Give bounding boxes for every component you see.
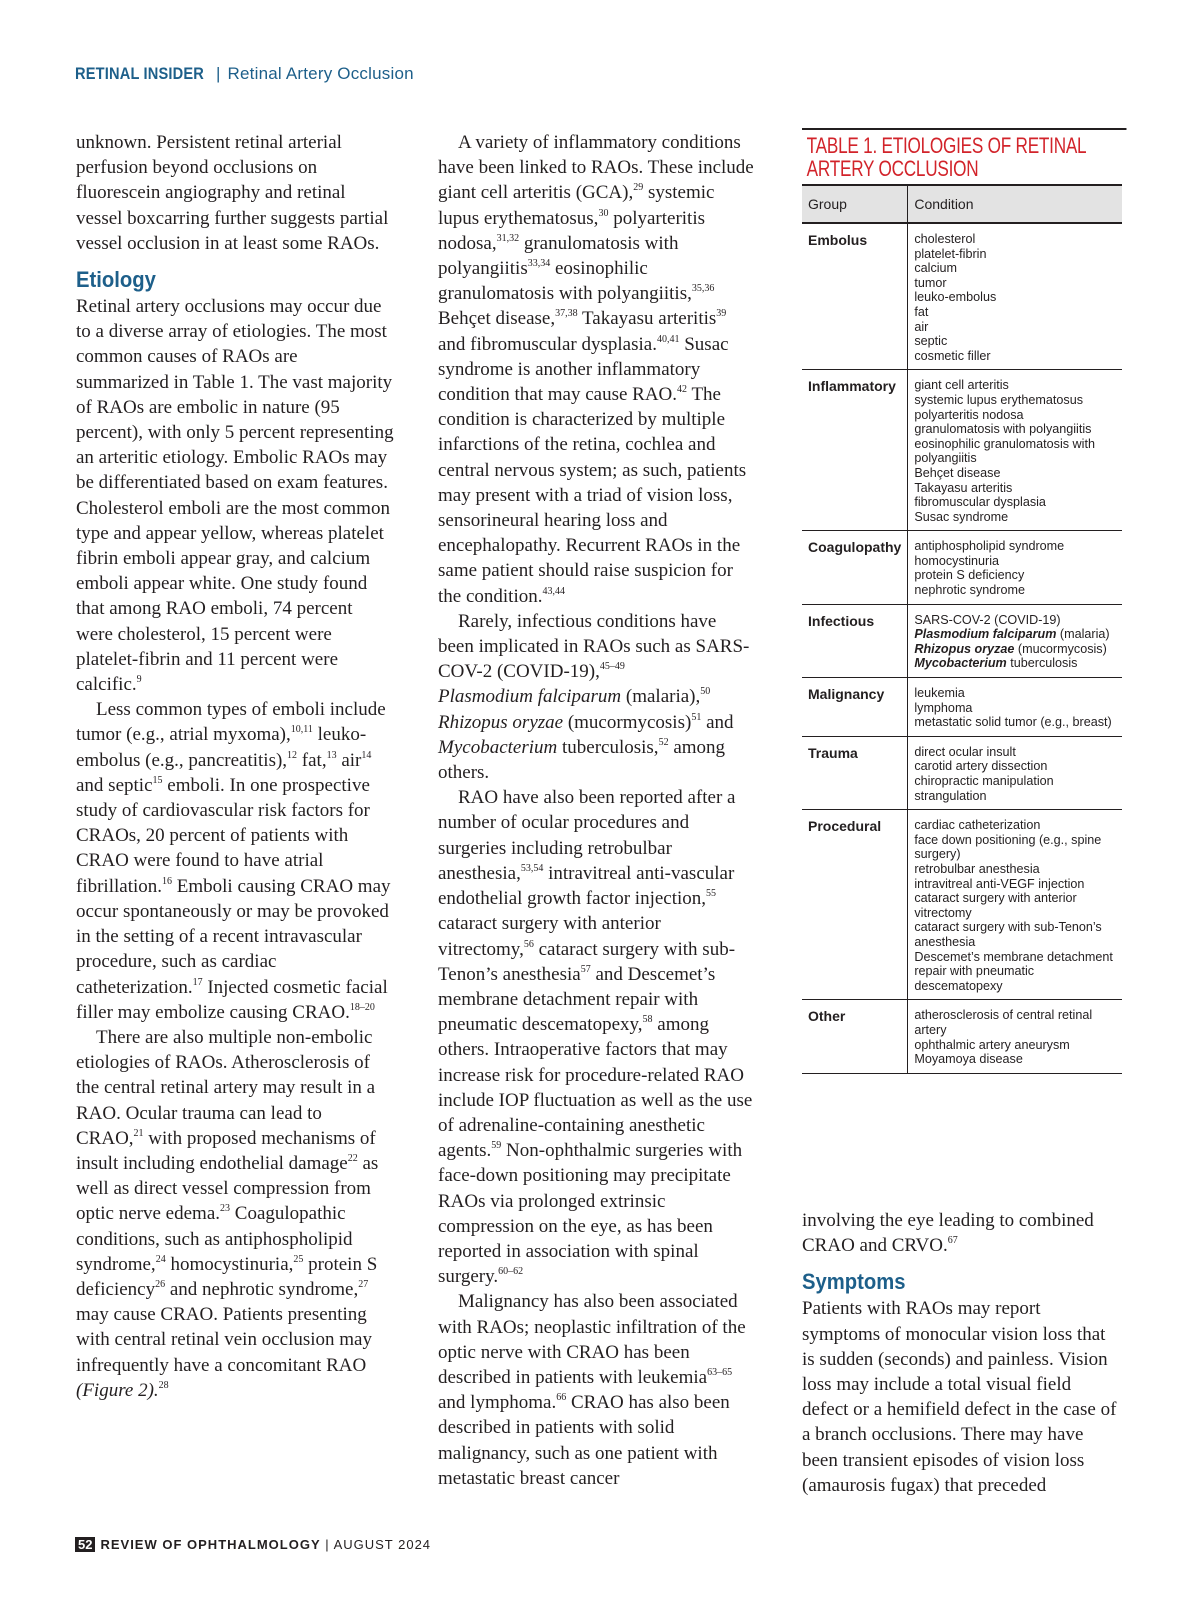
text-run: and Descemet’s membrane detachment repair with pneumatic descematopexy, — [438, 963, 716, 1036]
condition-cell — [908, 1000, 1122, 1073]
text-run: leuko-embolus (e.g., pancreatitis), — [76, 724, 367, 771]
condition-item: systemic lupus erythematosus — [914, 392, 1084, 407]
text-run: and nephrotic syndrome, — [165, 1278, 359, 1300]
reference: 50 — [700, 686, 711, 698]
condition-item: retrobulbar anesthesia — [914, 861, 1040, 876]
reference: 9 — [136, 674, 142, 686]
species-name: Mycobacterium — [438, 736, 558, 758]
text-run: protein S deficiency — [76, 1253, 378, 1300]
condition-item: fat — [914, 304, 929, 319]
issue-date: AUGUST 2024 — [333, 1537, 432, 1552]
condition-item: tumor — [914, 275, 947, 290]
condition-cell — [908, 736, 1122, 809]
condition-item: SARS-COV-2 (COVID-19) — [914, 612, 1061, 627]
condition-cell — [908, 604, 1122, 677]
text-run: A variety of inflammatory conditions have been linked to RAOs. These include giant cell arteritis (GCA), — [438, 132, 754, 204]
table-body — [802, 223, 1122, 1073]
text-run: homocystinuria, — [165, 1253, 294, 1275]
table-row — [802, 531, 1122, 604]
condition-item: homocystinuria — [914, 553, 1000, 568]
reference: 60–62 — [498, 1266, 524, 1278]
reference: 10,11 — [290, 724, 313, 736]
text-run: (malaria), — [621, 686, 701, 708]
group-cell: Other — [802, 1000, 908, 1073]
text-run: Behçet disease, — [438, 308, 556, 330]
text-run: granulomatosis with polyangiitis — [438, 232, 679, 280]
reference: 30 — [598, 207, 609, 219]
footer-separator: | — [325, 1537, 330, 1552]
text-run: Non-ophthalmic surgeries with face-down positioning may precipitate RAOs via prolonged extrinsic compression on the eye, as has been reported in association with spinal surgery. — [438, 1140, 743, 1288]
condition-item: chiropractic manipulation — [914, 774, 1054, 788]
reference: 57 — [580, 963, 591, 975]
paragraph: unknown. Persistent retinal arterial perfusion beyond occlusions on fluorescein angiography and retinal vessel boxcarring further suggests partial vessel occlusion in at least some RAOs. — [76, 132, 389, 254]
text-run: intravitreal anti-vascular endothelial growth factor injection, — [438, 862, 735, 910]
column-3 — [802, 1208, 1122, 1498]
condition-item: cataract surgery with anterior vitrectomy — [914, 891, 1077, 920]
reference: 52 — [658, 736, 669, 748]
reference: 37,38 — [555, 308, 578, 320]
condition-item: atherosclerosis of central retinal artery — [914, 1008, 1093, 1037]
text-run: and fibromuscular dysplasia. — [438, 333, 657, 355]
text-run: and septic — [76, 774, 153, 796]
reference: 39 — [716, 308, 727, 320]
text-run: among others. — [438, 736, 726, 784]
reference: 29 — [633, 182, 644, 194]
paragraph — [802, 1208, 1122, 1258]
table-row — [802, 810, 1122, 1000]
group-cell: Embolus — [802, 223, 908, 370]
group-cell: Infectious — [802, 604, 908, 677]
table-row — [802, 1000, 1122, 1073]
reference: 31,32 — [496, 232, 520, 244]
condition-item: giant cell arteritis — [914, 378, 1009, 393]
paragraph — [438, 785, 756, 1289]
text-run: Injected cosmetic facial filler may embolize causing CRAO. — [76, 976, 388, 1023]
species-name: Plasmodium falciparum — [438, 686, 622, 708]
page-footer — [75, 1537, 431, 1552]
condition-item: Behçet disease — [914, 465, 1001, 480]
running-header — [75, 64, 414, 84]
table-row — [802, 736, 1122, 809]
text-run: Rarely, infectious conditions have been implicated in RAOs such as SARS-COV-2 (COVID-19), — [438, 610, 750, 683]
reference: 58 — [642, 1014, 653, 1026]
condition-item: calcium — [914, 261, 958, 276]
condition-cell — [908, 678, 1122, 737]
condition-item: antiphospholipid syndrome — [914, 539, 1065, 554]
paragraph — [76, 1025, 394, 1403]
condition-cell — [908, 223, 1122, 370]
condition-item: carotid artery dissection — [914, 759, 1048, 774]
reference: 22 — [347, 1152, 358, 1164]
reference: 16 — [162, 875, 173, 887]
condition-item: Plasmodium falciparum (malaria) — [914, 627, 1110, 642]
text-run: tuberculosis, — [557, 736, 659, 758]
group-cell: Trauma — [802, 736, 908, 809]
text-run: Takayasu arteritis — [577, 308, 717, 330]
text-run: and — [701, 711, 734, 733]
condition-item: Takayasu arteritis — [914, 480, 1013, 495]
reference: 14 — [361, 749, 372, 761]
condition-item: cataract surgery with sub-Tenon’s anesthesia — [914, 920, 1102, 949]
condition-item: intravitreal anti-VEGF injection — [914, 876, 1085, 891]
condition-item: platelet-fibrin — [914, 246, 987, 261]
reference: 25 — [293, 1253, 304, 1265]
condition-item: leuko-embolus — [914, 290, 997, 305]
text-run: cataract surgery with anterior vitrectomy, — [438, 913, 661, 960]
paragraph: Patients with RAOs may report symptoms of monocular vision loss that is sudden (seconds) and painless. Vision loss may include a total visual field defect or a hemifield defect in the case of a branch occlusions. There may have been transient episodes of vision loss (amaurosis fugax) that preceded — [802, 1298, 1117, 1496]
reference: 67 — [947, 1235, 958, 1247]
condition-item: ophthalmic artery aneurysm — [914, 1037, 1070, 1052]
reference: 23 — [220, 1203, 231, 1215]
column-2 — [438, 130, 756, 1491]
text-run: air — [336, 749, 362, 771]
text-run: among others. Intraoperative factors that may increase risk for procedure-related RAO include IOP fluctuation as well as the use of adrenaline-containing anesthetic agents. — [438, 1014, 753, 1162]
text-run: cataract surgery with sub-Tenon’s anesthesia — [438, 938, 736, 985]
paragraph — [438, 1289, 756, 1491]
condition-item: eosinophilic granulomatosis with polyangiitis — [914, 436, 1095, 466]
text-run: with proposed mechanisms of insult including endothelial damage — [76, 1127, 376, 1174]
condition-cell — [908, 810, 1122, 1000]
reference: 17 — [192, 976, 203, 988]
condition-item: granulomatosis with polyangiitis — [914, 422, 1092, 437]
table-title: TABLE 1. ETIOLOGIES OF RETINAL ARTERY OCCLUSION — [802, 128, 1126, 180]
text-run: involving the eye leading to combined CRAO and CRVO. — [802, 1210, 1094, 1257]
reference: 56 — [523, 938, 534, 950]
text-run: eosinophilic granulomatosis with polyangiitis, — [438, 258, 692, 305]
text-run: RAO have also been reported after a number of ocular procedures and surgeries including retrobulbar anesthesia, — [438, 787, 736, 884]
header-separator: | — [215, 64, 221, 83]
paragraph — [76, 697, 394, 1025]
table-row — [802, 678, 1122, 737]
etiology-table-box — [802, 128, 1122, 1074]
text-run: Emboli causing CRAO may occur spontaneously or may be provoked in the setting of a recent intravascular procedure, such as cardiac catheterization. — [76, 875, 391, 998]
condition-cell — [908, 531, 1122, 604]
header-topic: Retinal Artery Occlusion — [227, 64, 414, 83]
reference: 45–49 — [599, 661, 625, 673]
reference: 28 — [158, 1379, 169, 1391]
condition-cell — [908, 370, 1122, 531]
column-header-condition: Condition — [908, 185, 1122, 223]
condition-item: cosmetic filler — [914, 348, 991, 363]
condition-item: face down positioning (e.g., spine surgery) — [914, 832, 1102, 862]
text-run: Less common types of emboli include tumor (e.g., atrial myxoma), — [76, 699, 386, 746]
reference: 15 — [152, 774, 163, 786]
condition-item: metastatic solid tumor (e.g., breast) — [914, 715, 1112, 730]
page-number: 52 — [75, 1537, 95, 1552]
condition-item: polyarteritis nodosa — [914, 407, 1024, 422]
condition-item: cholesterol — [914, 232, 976, 246]
condition-item: lymphoma — [914, 700, 973, 715]
condition-item: septic — [914, 334, 948, 349]
text-run: The condition is characterized by multiple infarctions of the retina, cochlea and central nervous system; as such, patients may present with a triad of vision loss, sensorineural hearing loss and encephalopathy. Recurrent RAOs in the same patient should raise suspicion for the condition. — [438, 384, 747, 607]
reference: 24 — [155, 1253, 166, 1265]
condition-item: direct ocular insult — [914, 744, 1016, 759]
reference: 42 — [677, 384, 688, 396]
condition-item: cardiac catheterization — [914, 818, 1041, 833]
species-name: Rhizopus oryzae — [438, 711, 564, 733]
reference: 18–20 — [349, 1001, 375, 1013]
group-cell: Procedural — [802, 810, 908, 1000]
condition-item: Mycobacterium tuberculosis — [914, 656, 1078, 671]
reference: 12 — [287, 749, 298, 761]
group-cell: Malignancy — [802, 678, 908, 737]
symptoms-heading: Symptoms — [802, 1269, 906, 1295]
reference: 33,34 — [527, 258, 551, 270]
reference: 26 — [155, 1278, 166, 1290]
text-run: (mucormycosis) — [563, 711, 692, 733]
text-run: and lymphoma. — [438, 1392, 557, 1414]
table-header-row — [802, 185, 1122, 223]
table-row — [802, 370, 1122, 531]
reference: 35,36 — [691, 283, 715, 295]
reference: 51 — [691, 711, 702, 723]
paragraph — [438, 130, 756, 609]
paragraph — [76, 294, 394, 697]
column-header-group: Group — [802, 185, 908, 223]
reference: 53,54 — [520, 862, 544, 874]
reference: 66 — [556, 1392, 567, 1404]
reference: 43,44 — [542, 585, 565, 597]
column-1 — [76, 130, 394, 1403]
text-run: There are also multiple non-embolic etiologies of RAOs. Atherosclerosis of the central retinal artery may result in a RAO. Ocular trauma can lead to CRAO, — [76, 1026, 376, 1149]
etiology-heading: Etiology — [76, 267, 156, 293]
condition-item: Susac syndrome — [914, 509, 1009, 524]
reference: 55 — [706, 888, 717, 900]
text-run: CRAO has also been described in patients with solid malignancy, such as one patient with metastatic breast cancer — [438, 1392, 730, 1489]
journal-name: REVIEW OF OPHTHALMOLOGY — [100, 1537, 321, 1552]
text-run: systemic lupus erythematosus, — [438, 182, 715, 229]
reference: 40,41 — [656, 333, 680, 345]
text-run: may cause CRAO. Patients presenting with central retinal vein occlusion may infrequently have a concomitant RAO — [76, 1304, 372, 1376]
condition-item: leukemia — [914, 686, 965, 701]
text-run: Coagulopathic conditions, such as antiphospholipid syndrome, — [76, 1203, 353, 1275]
condition-item: strangulation — [914, 788, 987, 803]
condition-item: Rhizopus oryzae (mucormycosis) — [914, 641, 1107, 656]
section-brand: RETINAL INSIDER — [75, 64, 205, 83]
condition-item: protein S deficiency — [914, 568, 1025, 583]
text-run: fat, — [297, 749, 327, 771]
condition-item: nephrotic syndrome — [914, 583, 1025, 598]
reference: 21 — [133, 1127, 144, 1139]
figure-reference: (Figure 2). — [76, 1379, 159, 1401]
reference: 63–65 — [707, 1366, 733, 1378]
condition-item: fibromuscular dysplasia — [914, 495, 1046, 510]
reference: 13 — [326, 749, 337, 761]
condition-item: Moyamoya disease — [914, 1052, 1023, 1067]
condition-item: air — [914, 319, 929, 334]
paragraph — [438, 609, 756, 785]
text-run: Retinal artery occlusions may occur due to a diverse array of etiologies. The most common causes of RAOs are summarized in Table 1. The vast majority of RAOs are embolic in nature (95 percent), with only 5 percent representing an arteritic etiology. Embolic RAOs may be differentiated based on exam features. Cholesterol emboli are the most common type and appear yellow, whereas platelet fibrin emboli appear gray, and calcium emboli appear white. One study found that among RAO emboli, 74 percent were cholesterol, 15 percent were platelet-fibrin and 11 percent were calcific. — [76, 296, 394, 696]
reference: 27 — [358, 1278, 369, 1290]
table-row — [802, 604, 1122, 677]
text-run: Susac syndrome is another inflammatory condition that may cause RAO. — [438, 333, 729, 406]
etiology-table — [802, 184, 1122, 1074]
text-run: emboli. In one prospective study of cardiovascular risk factors for CRAOs, 20 percent of patients with CRAO were found to have atrial fibrillation. — [76, 774, 370, 897]
reference: 59 — [491, 1140, 502, 1152]
group-cell: Coagulopathy — [802, 531, 908, 604]
group-cell: Inflammatory — [802, 370, 908, 531]
condition-item: Descemet’s membrane detachment repair with pneumatic descematopexy — [914, 949, 1113, 993]
text-run: polyarteritis nodosa, — [438, 207, 705, 254]
table-row — [802, 223, 1122, 370]
text-run: Malignancy has also been associated with RAOs; neoplastic infiltration of the optic nerve with CRAO has been described in patients with leukemia — [438, 1291, 746, 1388]
text-run: as well as direct vessel compression from optic nerve edema. — [76, 1152, 379, 1225]
